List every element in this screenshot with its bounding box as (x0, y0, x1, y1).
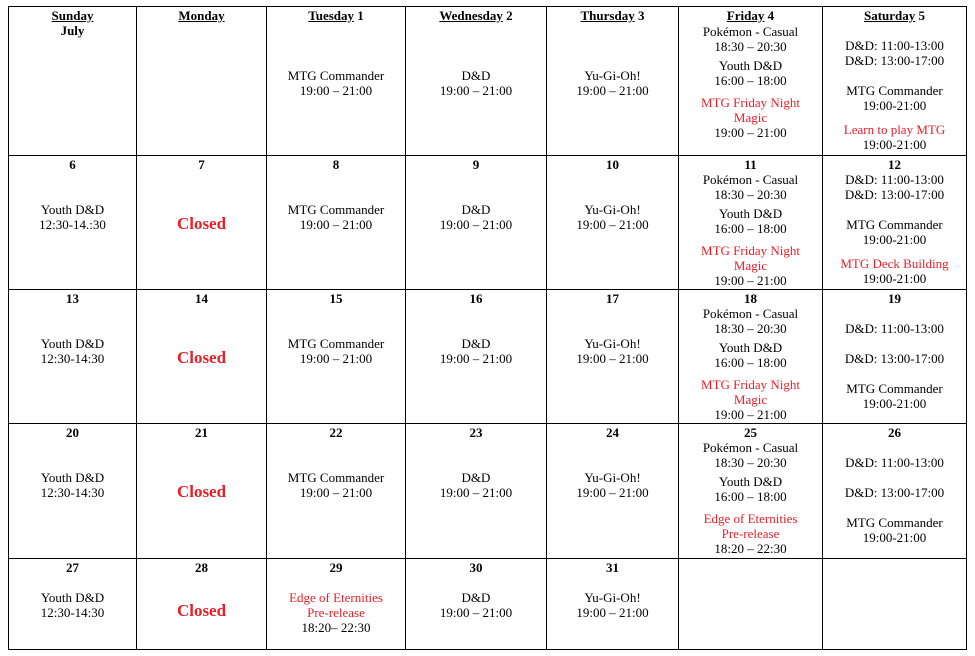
event-title: Yu-Gi-Oh! (584, 590, 641, 605)
day-number: 21 (195, 425, 208, 440)
event-time: 16:00 – 18:00 (714, 73, 787, 88)
event-time: 18:30 – 20:30 (714, 321, 787, 336)
day-number: 13 (66, 291, 79, 306)
day-cell-31 (547, 560, 678, 620)
day-number: 27 (66, 560, 79, 575)
day-cell-30 (406, 560, 546, 620)
event-time: 19:00-21:00 (862, 137, 927, 152)
day-number: 22 (329, 425, 343, 440)
day-number: 28 (195, 560, 208, 575)
grid-line (8, 6, 967, 7)
event-title: Youth D&D (718, 206, 783, 221)
event-time: 19:00 – 21:00 (714, 273, 787, 288)
event-title: MTG Commander (846, 515, 943, 530)
day-number: 16 (469, 291, 483, 306)
day-cell-29 (267, 560, 405, 635)
day-cell-9 (406, 157, 546, 232)
event-title: Yu-Gi-Oh! (584, 336, 641, 351)
event-time: 19:00 – 21:00 (576, 605, 649, 620)
event-title: D&D: 13:00-17:00 (844, 351, 945, 366)
event-title-highlight: MTG Deck Building (840, 256, 949, 271)
day-number: 17 (606, 291, 619, 306)
event-time: 19:00 – 21:00 (714, 407, 787, 422)
day-number: 3 (637, 8, 645, 23)
day-cell-friday-4 (679, 8, 822, 140)
event-title: Youth D&D (718, 58, 783, 73)
day-number: 25 (744, 425, 757, 440)
day-cell-27 (9, 560, 136, 620)
event-title: D&D (461, 202, 491, 217)
event-title-highlight: MTG Friday Night Magic (701, 243, 800, 273)
event-time: 18:30 – 20:30 (714, 39, 787, 54)
day-cell-23 (406, 425, 546, 500)
event-title: D&D: 11:00-13:00 (845, 455, 944, 470)
event-time: 18:20 – 22:30 (714, 541, 787, 556)
event-time: 19:00 – 21:00 (299, 83, 373, 98)
day-name-monday: Monday (178, 8, 225, 23)
day-cell-monday-header (137, 8, 266, 23)
closed-label: Closed (176, 348, 227, 367)
event-time: 19:00-21:00 (862, 98, 927, 113)
day-name-saturday: Saturday (863, 8, 916, 23)
event-time: 19:00 – 21:00 (439, 351, 513, 366)
grid-line (966, 6, 967, 650)
event-time: 16:00 – 18:00 (714, 355, 787, 370)
day-cell-18 (679, 291, 822, 422)
day-cell-wednesday-2 (406, 8, 546, 98)
event-title: Pokémon - Casual (702, 440, 799, 455)
day-number: 26 (888, 425, 901, 440)
event-time: 19:00 – 21:00 (299, 217, 373, 232)
day-number: 11 (744, 157, 757, 172)
event-time: 18:20– 22:30 (301, 620, 371, 635)
event-title: Youth D&D (40, 336, 105, 351)
day-cell-14 (137, 291, 266, 367)
event-title: Youth D&D (718, 340, 783, 355)
event-title: MTG Commander (287, 202, 385, 217)
event-title: Youth D&D (40, 590, 105, 605)
event-title: D&D (461, 336, 491, 351)
event-time: 19:00 – 21:00 (576, 485, 649, 500)
event-title-highlight: MTG Friday Night Magic (701, 377, 800, 407)
day-number: 31 (606, 560, 619, 575)
day-cell-tuesday-1 (267, 8, 405, 98)
event-title: D&D: 13:00-17:00 (844, 53, 945, 68)
day-cell-21 (137, 425, 266, 501)
day-cell-11 (679, 157, 822, 288)
day-number: 5 (918, 8, 926, 23)
event-time: 19:00 – 21:00 (439, 83, 513, 98)
day-number: 14 (195, 291, 208, 306)
day-number: 18 (744, 291, 757, 306)
event-title: Youth D&D (40, 202, 105, 217)
month-label: July (60, 23, 85, 38)
event-title: Yu-Gi-Oh! (584, 470, 641, 485)
day-number: 8 (332, 157, 340, 172)
day-cell-16 (406, 291, 546, 366)
day-number: 29 (329, 560, 343, 575)
event-title: MTG Commander (287, 470, 385, 485)
event-title: MTG Commander (846, 217, 943, 232)
event-time: 18:30 – 20:30 (714, 187, 787, 202)
event-time: 19:00-21:00 (862, 396, 927, 411)
day-name-wednesday: Wednesday (439, 8, 503, 23)
day-number: 23 (469, 425, 483, 440)
day-number: 6 (69, 157, 76, 172)
day-cell-10 (547, 157, 678, 232)
event-title: Yu-Gi-Oh! (584, 202, 641, 217)
calendar-grid (8, 6, 967, 650)
day-cell-sunday-header (9, 8, 136, 38)
event-title: D&D (461, 68, 491, 83)
day-number: 20 (66, 425, 79, 440)
day-number: 2 (506, 8, 513, 23)
day-cell-15 (267, 291, 405, 366)
day-name-tuesday: Tuesday (308, 8, 355, 23)
event-title-highlight: Learn to play MTG (843, 122, 946, 137)
closed-label: Closed (176, 601, 227, 620)
day-number: 12 (888, 157, 901, 172)
event-title: D&D: 13:00-17:00 (844, 187, 945, 202)
day-number: 1 (357, 8, 364, 23)
day-cell-20 (9, 425, 136, 500)
day-cell-13 (9, 291, 136, 366)
event-time: 19:00 – 21:00 (439, 485, 513, 500)
empty-day-cell (679, 560, 822, 648)
event-time: 16:00 – 18:00 (714, 221, 787, 236)
grid-line (8, 155, 967, 156)
day-cell-28 (137, 560, 266, 620)
empty-day-cell (823, 560, 966, 648)
event-time: 19:00 – 21:00 (576, 83, 649, 98)
closed-label: Closed (176, 482, 227, 501)
day-cell-26 (823, 425, 966, 545)
event-title: D&D (461, 590, 491, 605)
event-time: 19:00 – 21:00 (299, 485, 373, 500)
grid-line (8, 289, 967, 290)
event-time: 16:00 – 18:00 (714, 489, 787, 504)
event-title: D&D: 11:00-13:00 (845, 172, 944, 187)
day-number: 9 (472, 157, 480, 172)
event-title-highlight: Edge of Eternities Pre-release (289, 590, 383, 620)
event-time: 19:00-21:00 (862, 271, 927, 286)
day-number: 30 (469, 560, 483, 575)
event-time: 19:00 – 21:00 (439, 605, 513, 620)
event-title: Pokémon - Casual (702, 306, 799, 321)
grid-line (8, 558, 967, 559)
grid-line (8, 423, 967, 424)
day-cell-7 (137, 157, 266, 233)
day-number: 15 (329, 291, 343, 306)
day-name-friday: Friday (726, 8, 765, 23)
event-title: Pokémon - Casual (702, 24, 799, 39)
event-title: MTG Commander (846, 83, 943, 98)
event-title: Yu-Gi-Oh! (584, 68, 641, 83)
grid-line (8, 649, 967, 650)
day-name-sunday: Sunday (51, 8, 94, 23)
event-time: 18:30 – 20:30 (714, 455, 787, 470)
day-cell-17 (547, 291, 678, 366)
day-cell-22 (267, 425, 405, 500)
event-title: D&D (461, 470, 491, 485)
day-cell-25 (679, 425, 822, 556)
event-time: 12:30-14.:30 (39, 217, 106, 232)
event-title: D&D: 13:00-17:00 (844, 485, 945, 500)
event-title: Youth D&D (718, 474, 783, 489)
day-number: 24 (606, 425, 619, 440)
closed-label: Closed (176, 214, 227, 233)
event-time: 19:00-21:00 (862, 530, 927, 545)
day-cell-24 (547, 425, 678, 500)
day-cell-8 (267, 157, 405, 232)
day-cell-19 (823, 291, 966, 411)
event-title-highlight: Edge of Eternities Pre-release (703, 511, 798, 541)
event-title: Pokémon - Casual (702, 172, 799, 187)
event-time: 12:30-14:30 (40, 605, 105, 620)
event-time: 19:00 – 21:00 (576, 217, 649, 232)
event-title: MTG Commander (287, 336, 385, 351)
event-time: 19:00 – 21:00 (576, 351, 649, 366)
event-time: 19:00 – 21:00 (299, 351, 373, 366)
day-cell-saturday-5 (823, 8, 966, 152)
event-title: D&D: 11:00-13:00 (845, 321, 944, 336)
day-number: 19 (888, 291, 901, 306)
day-cell-6 (9, 157, 136, 232)
event-title: Youth D&D (40, 470, 105, 485)
day-number: 4 (767, 8, 775, 23)
event-title: MTG Commander (287, 68, 385, 83)
event-time: 12:30-14:30 (40, 351, 105, 366)
day-number: 7 (198, 157, 205, 172)
day-cell-12 (823, 157, 966, 286)
event-title-highlight: MTG Friday Night Magic (701, 95, 800, 125)
event-title: D&D: 11:00-13:00 (845, 38, 944, 53)
event-title: MTG Commander (846, 381, 943, 396)
day-number: 10 (606, 157, 619, 172)
event-time: 19:00 – 21:00 (714, 125, 787, 140)
event-time: 12:30-14:30 (40, 485, 105, 500)
event-time: 19:00-21:00 (862, 232, 927, 247)
day-cell-thursday-3 (547, 8, 678, 98)
event-time: 19:00 – 21:00 (439, 217, 513, 232)
day-name-thursday: Thursday (580, 8, 635, 23)
